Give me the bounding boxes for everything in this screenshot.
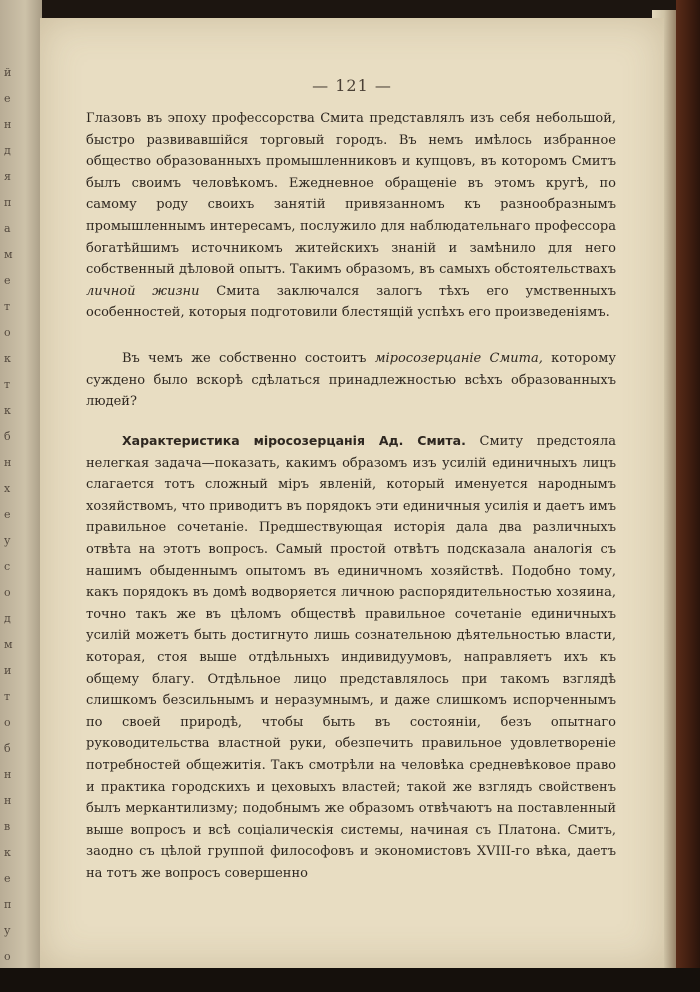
paragraph-2-text-after: которому суждено было вскорѣ сдѣлаться принадлежностью всѣхъ образованныхъ людей?: [86, 351, 617, 410]
book-page: [40, 18, 664, 968]
table-shadow: [0, 968, 700, 992]
paragraph-1: [86, 108, 616, 324]
paragraph-2: [86, 348, 616, 413]
previous-page-text-fragment: й е н д я п а м е т о к т к б н х е у с о д м и т о б н н в к е п у о: [4, 66, 13, 963]
paragraph-2-emphasis: міросозерцаніе Смита,: [374, 351, 543, 366]
paragraph-2-text-before: Въ чемъ же собственно состоитъ: [122, 351, 375, 366]
book-cover-edge: [676, 0, 700, 992]
page-number: — 121 —: [312, 76, 392, 95]
section-heading: Характеристика міросозерцанія Ад. Смита.: [122, 433, 466, 448]
paragraph-1-emphasis: личной жизни: [86, 283, 200, 299]
previous-page-edge: [0, 0, 42, 992]
paragraph-1-rest: Смита заключался залогъ тѣхъ его умственныхъ особенностей, которыя подготовили блестящій успѣхъ его произведеніямъ.: [86, 283, 616, 321]
paragraph-1-text: Глазовъ въ эпоху профессорства Смита представлялъ изъ себя небольшой, быстро развивавшійся торговый городъ. Въ немъ имѣлось избранное общество образованныхъ промышленниковъ и купцовъ, въ которомъ Смитъ былъ своимъ человѣкомъ. Ежедневное обращеніе въ этомъ кругѣ, по самому роду своихъ занятій привязанномъ къ разнообразнымъ промышленнымъ интересамъ, послужило для наблюдательнаго профессора богатѣйшимъ источникомъ житейскихъ знаній и замѣнило для него собственный дѣловой опытъ. Такимъ образомъ, въ самыхъ обстоятельствахъ: [86, 111, 616, 278]
paragraph-3-text: Смиту предстояла нелегкая задача—показать, какимъ образомъ изъ усилій единичныхъ лицъ слагается тотъ сложный міръ явленій, который именуется народнымъ хозяйствомъ, что приводитъ въ порядокъ эти единичныя усилія и даетъ имъ правильное сочетаніе. Предшествующая исторія дала два различныхъ отвѣта на этотъ вопросъ. Самый простой отвѣтъ подсказала аналогія съ нашимъ обыденнымъ опытомъ въ единичномъ хозяйствѣ. Подобно тому, какъ порядокъ въ домѣ водворяется личною распорядительностью хозяина, точно такъ же въ цѣломъ обществѣ правильное сочетаніе единичныхъ усилій можетъ быть достигнуто лишь сознательною дѣятельностью власти, которая, стоя выше отдѣльныхъ индивидуумовъ, направляетъ ихъ къ общему благу. Отдѣльное лицо представлялось при такомъ взглядѣ слишкомъ безсильнымъ и неразумнымъ, и даже слишкомъ испорченнымъ по своей природѣ, чтобы быть въ состояніи, безъ опытнаго руководительства властной руки, обезпечить правильное удовлетвореніе потребностей общежитія. Такъ смотрѣли на человѣка средневѣковое право и практика городскихъ и цеховыхъ властей; такой же взглядъ свойственъ былъ меркантилизму; подобнымъ же образомъ отвѣчаютъ на поставленный выше вопросъ и всѣ соціалическія системы, начиная съ Платона. Смитъ, заодно съ цѣлой группой философовъ и экономистовъ XVIII-го вѣка, даетъ на тотъ же вопросъ совершенно: [86, 434, 616, 881]
paragraph-3: [86, 430, 616, 884]
